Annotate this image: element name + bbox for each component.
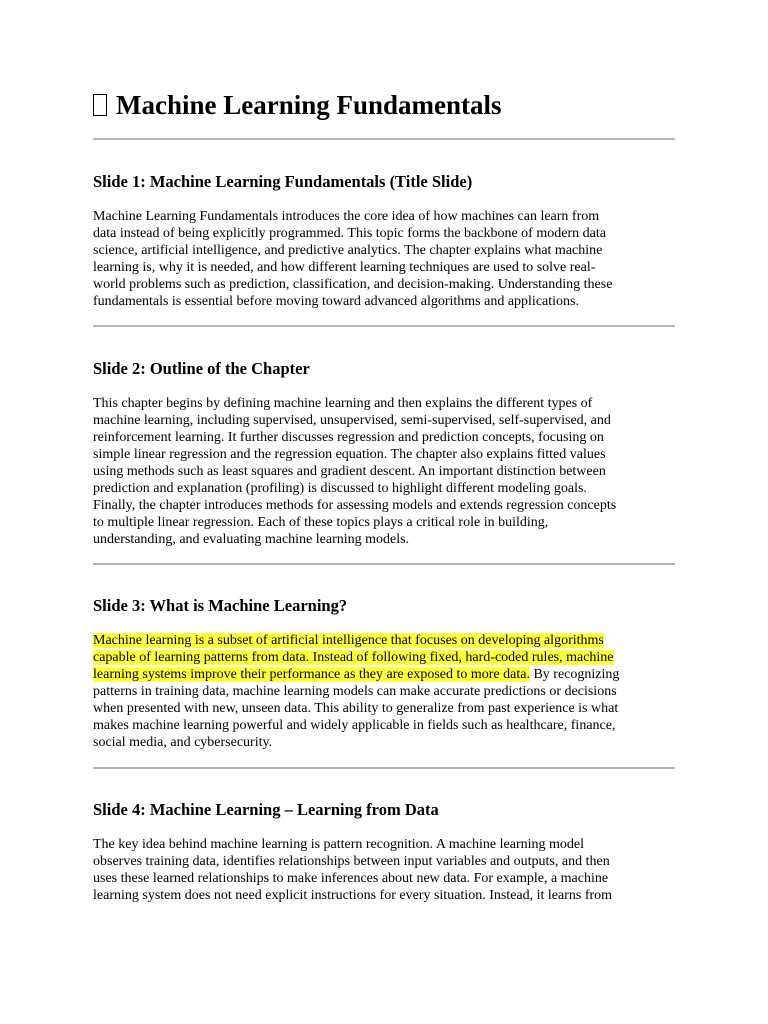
slide-3-heading: Slide 3: What is Machine Learning?	[93, 596, 348, 615]
slide-1-line: world problems such as prediction, classification, and decision-making. Understanding these	[93, 277, 613, 292]
highlighted-text: learning systems improve their performance as they are exposed to more data.	[93, 667, 530, 682]
slide-2-body	[93, 395, 675, 548]
slide-2-line: reinforcement learning. It further discusses regression and prediction concepts, focusing on	[93, 430, 604, 445]
highlighted-text: Machine learning is a subset of artificial intelligence that focuses on developing algorithms	[93, 633, 604, 648]
slide-1-line: data instead of being explicitly programmed. This topic forms the backbone of modern data	[93, 226, 606, 241]
divider	[93, 767, 675, 769]
slide-2-line: simple linear regression and the regression equation. The chapter also explains fitted values	[93, 447, 606, 462]
slide-3-line	[93, 666, 675, 683]
slide-3-line: social media, and cybersecurity.	[93, 735, 273, 750]
slide-3-line: patterns in training data, machine learning models can make accurate predictions or decisions	[93, 684, 617, 699]
slide-1-line: learning is, why it is needed, and how different learning techniques are used to solve real-	[93, 260, 596, 275]
slide-1-heading: Slide 1: Machine Learning Fundamentals (Title Slide)	[93, 172, 473, 191]
slide-4-line: The key idea behind machine learning is pattern recognition. A machine learning model	[93, 837, 585, 852]
slide-2-line: machine learning, including supervised, unsupervised, semi-supervised, self-supervised, and	[93, 413, 611, 428]
slide-3-line	[93, 649, 675, 666]
slide-4-line: observes training data, identifies relationships between input variables and outputs, and then	[93, 854, 610, 869]
slide-2-heading: Slide 2: Outline of the Chapter	[93, 359, 310, 378]
slide-1-body	[93, 208, 675, 310]
slide-4-body	[93, 836, 675, 904]
page-title	[93, 88, 502, 122]
slide-3-line: when presented with new, unseen data. This ability to generalize from past experience is what	[93, 701, 619, 716]
divider	[93, 138, 675, 140]
divider	[93, 325, 675, 327]
slide-4-line: uses these learned relationships to make inferences about new data. For example, a machine	[93, 871, 609, 886]
slide-3-body	[93, 632, 675, 751]
divider	[93, 563, 675, 565]
slide-2-line: understanding, and evaluating machine learning models.	[93, 532, 410, 547]
slide-2-line: to multiple linear regression. Each of these topics plays a critical role in building,	[93, 515, 549, 530]
slide-3-line	[93, 632, 675, 649]
slide-2-line: This chapter begins by defining machine learning and then explains the different types of	[93, 396, 593, 411]
highlighted-text: capable of learning patterns from data. Instead of following fixed, hard-coded rules, machine	[93, 650, 614, 665]
slide-3-line-rest: By recognizing	[529, 667, 620, 682]
slide-1-line: science, artificial intelligence, and predictive analytics. The chapter explains what machine	[93, 243, 603, 258]
slide-1-line: Machine Learning Fundamentals introduces the core idea of how machines can learn from	[93, 209, 600, 224]
slide-3-line: makes machine learning powerful and widely applicable in fields such as healthcare, finance,	[93, 718, 616, 733]
slide-2-line: prediction and explanation (profiling) is discussed to highlight different modeling goals.	[93, 481, 587, 496]
slide-2-line: Finally, the chapter introduces methods for assessing models and extends regression concepts	[93, 498, 617, 513]
page-title-text: Machine Learning Fundamentals	[116, 90, 502, 120]
slide-1-line: fundamentals is essential before moving toward advanced algorithms and applications.	[93, 294, 579, 309]
slide-4-line: learning system does not need explicit instructions for every situation. Instead, it learns from	[93, 888, 613, 903]
missing-glyph-icon	[93, 94, 107, 116]
slide-4-heading: Slide 4: Machine Learning – Learning from Data	[93, 800, 439, 819]
slide-2-line: using methods such as least squares and gradient descent. An important distinction between	[93, 464, 606, 479]
